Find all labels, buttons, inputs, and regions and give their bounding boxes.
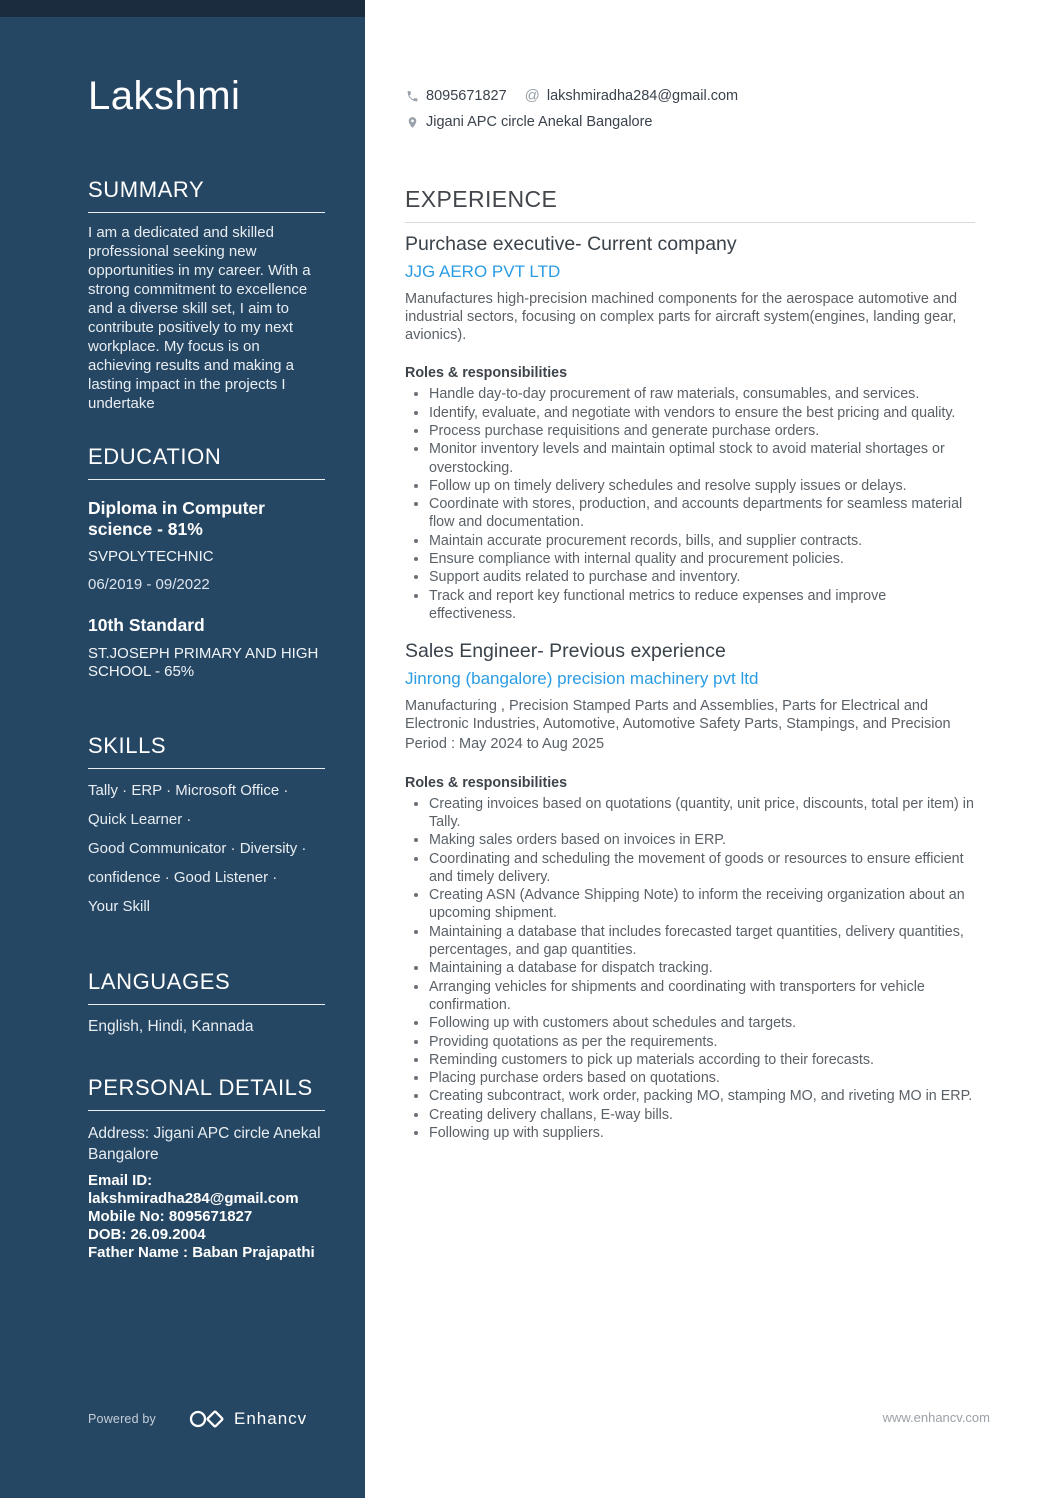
bullet-item: Placing purchase orders based on quotations. [405, 1069, 975, 1087]
bullet-item: Support audits related to purchase and inventory. [405, 568, 975, 586]
bullet-item: Creating ASN (Advance Shipping Note) to inform the receiving organization about an upcoming shipment. [405, 886, 975, 923]
job-title: Purchase executive- Current company [405, 233, 737, 255]
experience-entry [405, 233, 975, 623]
skills-section [88, 733, 325, 916]
bullet-item: Coordinating and scheduling the movement of goods or resources to ensure efficient and timely delivery. [405, 850, 975, 887]
skill-line: Quick Learner · [88, 810, 192, 828]
education-degree: Diploma in Computer science - 81% [88, 498, 265, 539]
bullet-item: Track and report key functional metrics to reduce expenses and improve effectiveness. [405, 587, 975, 624]
bullet-item: Making sales orders based on invoices in ERP. [405, 831, 975, 849]
bullet-item: Follow up on timely delivery schedules and resolve supply issues or delays. [405, 477, 975, 495]
email-at-icon: @ [524, 87, 540, 104]
responsibilities-list [405, 795, 975, 1143]
bullet-item: Identify, evaluate, and negotiate with vendors to ensure the best pricing and quality. [405, 404, 975, 422]
contact-block [405, 86, 975, 132]
contact-location-value: Jigani APC circle Anekal Bangalore [426, 114, 653, 130]
personal-details-section [88, 1075, 325, 1262]
summary-text: I am a dedicated and skilled professional seeking new opportunities in my career. With a strong commitment to excellence and a diverse skill set, I aim to contribute positively to my next workplace. My focus is on achieving results and making a lasting impact in the projects I undertake [88, 224, 311, 412]
bullet-item: Creating delivery challans, E-way bills. [405, 1106, 975, 1124]
skill-line: Good Communicator · Diversity · [88, 839, 307, 857]
personal-details-heading: PERSONAL DETAILS [88, 1075, 325, 1111]
personal-mobile: Mobile No: 8095671827 [88, 1207, 253, 1225]
personal-father-name: Father Name : Baban Prajapathi [88, 1243, 315, 1261]
education-school: SVPOLYTECHNIC [88, 548, 214, 565]
bullet-item: Arranging vehicles for shipments and coordinating with transporters for vehicle confirmation. [405, 978, 975, 1015]
skill-line: Tally · ERP · Microsoft Office · [88, 781, 289, 799]
education-school: ST.JOSEPH PRIMARY AND HIGH SCHOOL - 65% [88, 644, 319, 680]
roles-responsibilities-label: Roles & responsibilities [405, 365, 568, 382]
powered-by-footer[interactable] [88, 1408, 307, 1430]
contact-location [405, 114, 653, 130]
education-degree: 10th Standard [88, 615, 205, 635]
responsibilities-list [405, 385, 975, 623]
contact-email [525, 88, 738, 104]
bullet-item: Handle day-to-day procurement of raw materials, consumables, and services. [405, 385, 975, 403]
bullet-item: Maintaining a database for dispatch tracking. [405, 959, 975, 977]
personal-dob: DOB: 26.09.2004 [88, 1225, 206, 1243]
summary-section [88, 177, 325, 413]
sidebar-content [88, 0, 325, 1262]
skill-line: Your Skill [88, 897, 150, 915]
job-company-link[interactable]: JJG AERO PVT LTD [405, 261, 561, 281]
bullet-item: Following up with suppliers. [405, 1124, 975, 1142]
personal-email: Email ID: lakshmiradha284@gmail.com [88, 1171, 299, 1207]
job-period: Period : May 2024 to Aug 2025 [405, 736, 605, 753]
contact-row [405, 86, 975, 106]
main-column [405, 0, 975, 1142]
job-company-link[interactable]: Jinrong (bangalore) precision machinery pvt ltd [405, 668, 759, 688]
enhancv-logo-icon [188, 1408, 226, 1430]
personal-address: Address: Jigani APC circle Anekal Bangalore [88, 1124, 321, 1163]
powered-by-label: Powered by [88, 1412, 157, 1426]
summary-heading: SUMMARY [88, 177, 325, 213]
job-description: Manufactures high-precision machined components for the aerospace automotive and industrial sectors, focusing on complex parts for aircraft system(engines, landing gear, avionics). [405, 290, 958, 344]
bullet-item: Creating invoices based on quotations (quantity, unit price, discounts, total per item) in Tally. [405, 795, 975, 832]
bullet-item: Maintain accurate procurement records, bills, and supplier contracts. [405, 532, 975, 550]
education-section [88, 444, 325, 681]
skills-list [88, 781, 325, 916]
bullet-item: Providing quotations as per the requirements. [405, 1033, 975, 1051]
bullet-item: Creating subcontract, work order, packing MO, stamping MO, and riveting MO in ERP. [405, 1087, 975, 1105]
personal-details-list [88, 1172, 325, 1262]
bullet-item: Monitor inventory levels and maintain optimal stock to avoid material shortages or overstocking. [405, 440, 975, 477]
bullet-item: Following up with customers about schedules and targets. [405, 1014, 975, 1032]
job-title: Sales Engineer- Previous experience [405, 640, 726, 663]
enhancv-website-link[interactable]: www.enhancv.com [882, 1410, 990, 1425]
languages-heading: LANGUAGES [88, 969, 325, 1005]
contact-phone-value: 8095671827 [426, 88, 507, 104]
experience-section-heading: EXPERIENCE [405, 186, 975, 223]
education-entry [88, 498, 325, 594]
bullet-item: Process purchase requisitions and generate purchase orders. [405, 422, 975, 440]
experience-entry [405, 640, 975, 1142]
candidate-name: Lakshmi [88, 74, 241, 118]
bullet-item: Reminding customers to pick up materials according to their forecasts. [405, 1051, 975, 1069]
sidebar [0, 0, 365, 1498]
bullet-item: Coordinate with stores, production, and accounts departments for seamless material flow and documentation. [405, 495, 975, 532]
location-pin-icon [405, 115, 419, 129]
contact-email-value: lakshmiradha284@gmail.com [546, 88, 739, 104]
languages-section [88, 969, 325, 1036]
roles-responsibilities-label: Roles & responsibilities [405, 774, 568, 791]
education-dates: 06/2019 - 09/2022 [88, 576, 210, 593]
languages-text: English, Hindi, Kannada [88, 1017, 254, 1035]
education-entry [88, 615, 325, 681]
contact-row [405, 112, 975, 132]
bullet-item: Ensure compliance with internal quality and procurement policies. [405, 550, 975, 568]
skill-line: confidence · Good Listener · [88, 868, 278, 886]
skills-heading: SKILLS [88, 733, 325, 769]
job-description: Manufacturing , Precision Stamped Parts and Assemblies, Parts for Electrical and Electronic Industries, Automotive, Automotive Safety Parts, Stampings, and Precision [405, 697, 951, 733]
education-heading: EDUCATION [88, 444, 325, 480]
bullet-item: Maintaining a database that includes forecasted target quantities, delivery quantities, percentages, and gap quantities. [405, 923, 975, 960]
contact-phone [405, 88, 507, 104]
enhancv-brand-name: Enhancv [234, 1409, 308, 1428]
phone-icon [405, 89, 419, 103]
